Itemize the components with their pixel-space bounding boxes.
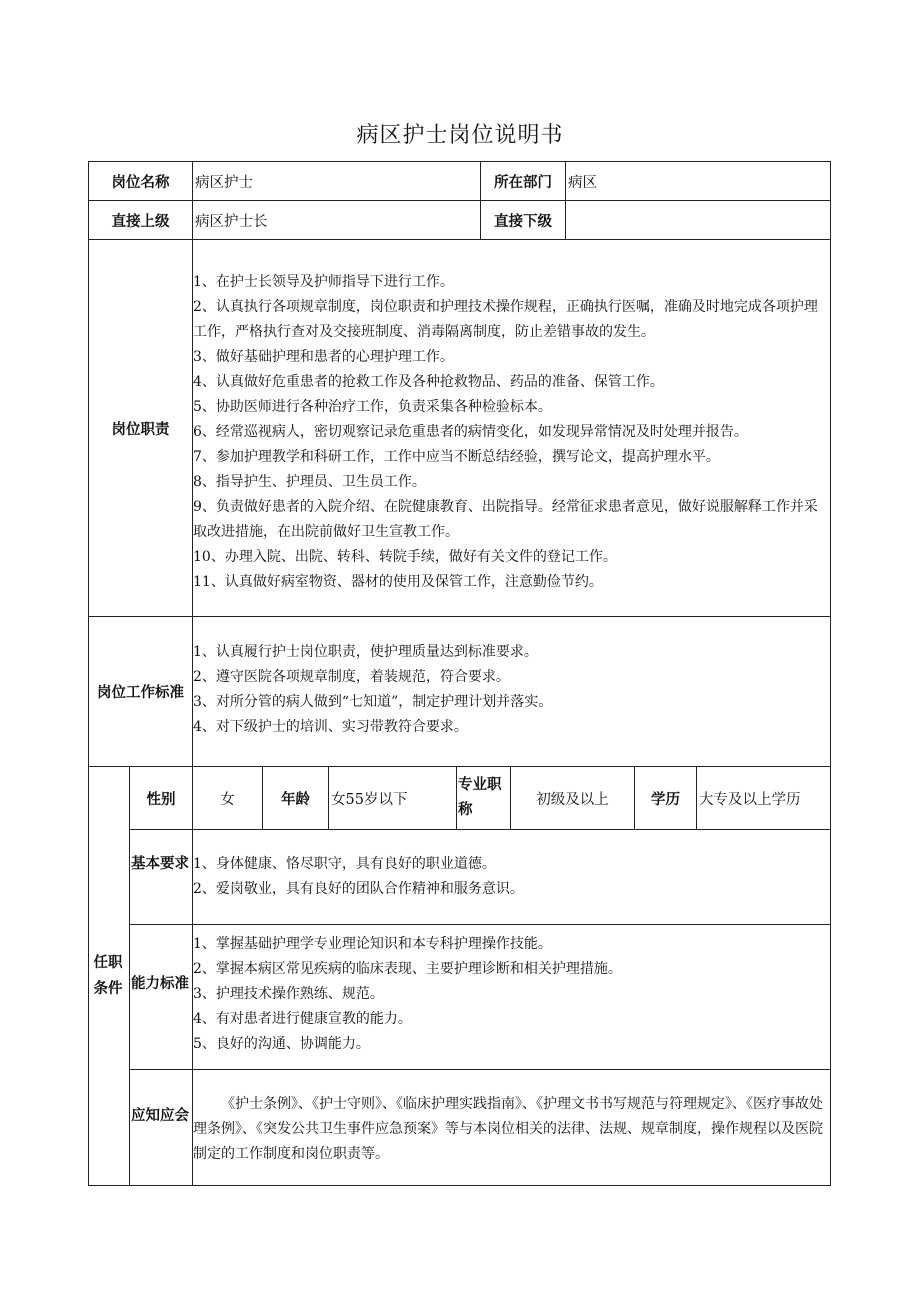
basic-requirements-list (193, 852, 829, 902)
department-value: 病区 (568, 174, 597, 191)
list-item: 2、遵守医院各项规章制度，着装规范，符合要求。 (193, 669, 510, 685)
superior-label: 直接上级 (111, 213, 170, 230)
list-item: 1、认真履行护士岗位职责，使护理质量达到标准要求。 (193, 644, 538, 660)
list-item: 10、办理入院、出院、转科、转院手续，做好有关文件的登记工作。 (193, 549, 617, 565)
gender-value: 女 (220, 791, 235, 808)
knowledge-label: 应知应会 (131, 1108, 189, 1124)
subordinate-value (566, 201, 830, 239)
education-value: 大专及以上学历 (699, 791, 801, 808)
list-item: 1、身体健康、恪尽职守，具有良好的职业道德。 (193, 856, 496, 872)
list-item: 4、有对患者进行健康宣教的能力。 (193, 1011, 412, 1027)
age-label: 年龄 (281, 791, 310, 808)
duties-list (193, 270, 829, 595)
basic-requirements-label: 基本要求 (131, 856, 189, 872)
list-item: 6、经常巡视病人，密切观察记录危重患者的病情变化，如发现异常情况及时处理并报告。 (193, 424, 748, 440)
title-label: 专业职称 (458, 777, 502, 818)
list-item: 4、认真做好危重患者的抢救工作及各种抢救物品、药品的准备、保管工作。 (193, 374, 664, 390)
list-item: 9、负责做好患者的入院介绍、在院健康教育、出院指导。经常征求患者意见，做好说服解释工作并采取改进措施，在出院前做好卫生宣教工作。 (193, 499, 818, 540)
standards-label: 岗位工作标准 (97, 685, 184, 701)
page-title: 病区护士岗位说明书 (356, 123, 564, 148)
duties-label: 岗位职责 (111, 421, 170, 438)
list-item: 2、认真执行各项规章制度，岗位职责和护理技术操作规程，正确执行医嘱，准确及时地完成各项护理工作，严格执行查对及交接班制度、消毒隔离制度，防止差错事故的发生。 (193, 299, 818, 340)
qualifications-label: 任职条件 (93, 955, 123, 997)
list-item: 7、参加护理教学和科研工作，工作中应当不断总结经验，撰写论文，提高护理水平。 (193, 449, 720, 465)
list-item: 3、做好基础护理和患者的心理护理工作。 (193, 349, 454, 365)
list-item: 11、认真做好病室物资、器材的使用及保管工作，注意勤俭节约。 (193, 574, 603, 590)
ability-standards-list (193, 932, 829, 1057)
list-item: 1、掌握基础护理学专业理论知识和本专科护理操作技能。 (193, 936, 552, 952)
list-item: 3、对所分管的病人做到“七知道”，制定护理计划并落实。 (193, 694, 553, 710)
list-item: 2、爱岗敬业，具有良好的团队合作精神和服务意识。 (193, 881, 524, 897)
list-item: 8、指导护生、护理员、卫生员工作。 (193, 474, 426, 490)
age-value: 女55岁以下 (331, 791, 408, 808)
title-value: 初级及以上 (536, 791, 609, 808)
position-name-label: 岗位名称 (111, 174, 170, 191)
list-item: 2、掌握本病区常见疾病的临床表现、主要护理诊断和相关护理措施。 (193, 961, 622, 977)
list-item: 5、协助医师进行各种治疗工作，负责采集各种检验标本。 (193, 399, 552, 415)
position-name-value: 病区护士 (195, 174, 253, 191)
department-label: 所在部门 (494, 174, 552, 191)
list-item: 5、良好的沟通、协调能力。 (193, 1036, 370, 1052)
superior-value: 病区护士长 (195, 213, 268, 230)
list-item: 1、在护士长领导及护师指导下进行工作。 (193, 274, 454, 290)
list-item: 3、护理技术操作熟练、规范。 (193, 986, 384, 1002)
knowledge-text: 《护士条例》、《护士守则》、《临床护理实践指南》、《护理文书书写规范与符理规定》、《医疗事故处理条例》、《突发公共卫生事件应急预案》等与本岗位相关的法律、法规、规章制度，操作规程以及医院制定的工作制度和岗位职责等。 (193, 1096, 823, 1162)
subordinate-label: 直接下级 (494, 213, 552, 230)
standards-list (193, 640, 829, 740)
list-item: 4、对下级护士的培训、实习带教符合要求。 (193, 719, 468, 735)
education-label: 学历 (651, 791, 680, 808)
gender-label: 性别 (146, 791, 176, 808)
ability-standards-label: 能力标准 (131, 976, 189, 992)
